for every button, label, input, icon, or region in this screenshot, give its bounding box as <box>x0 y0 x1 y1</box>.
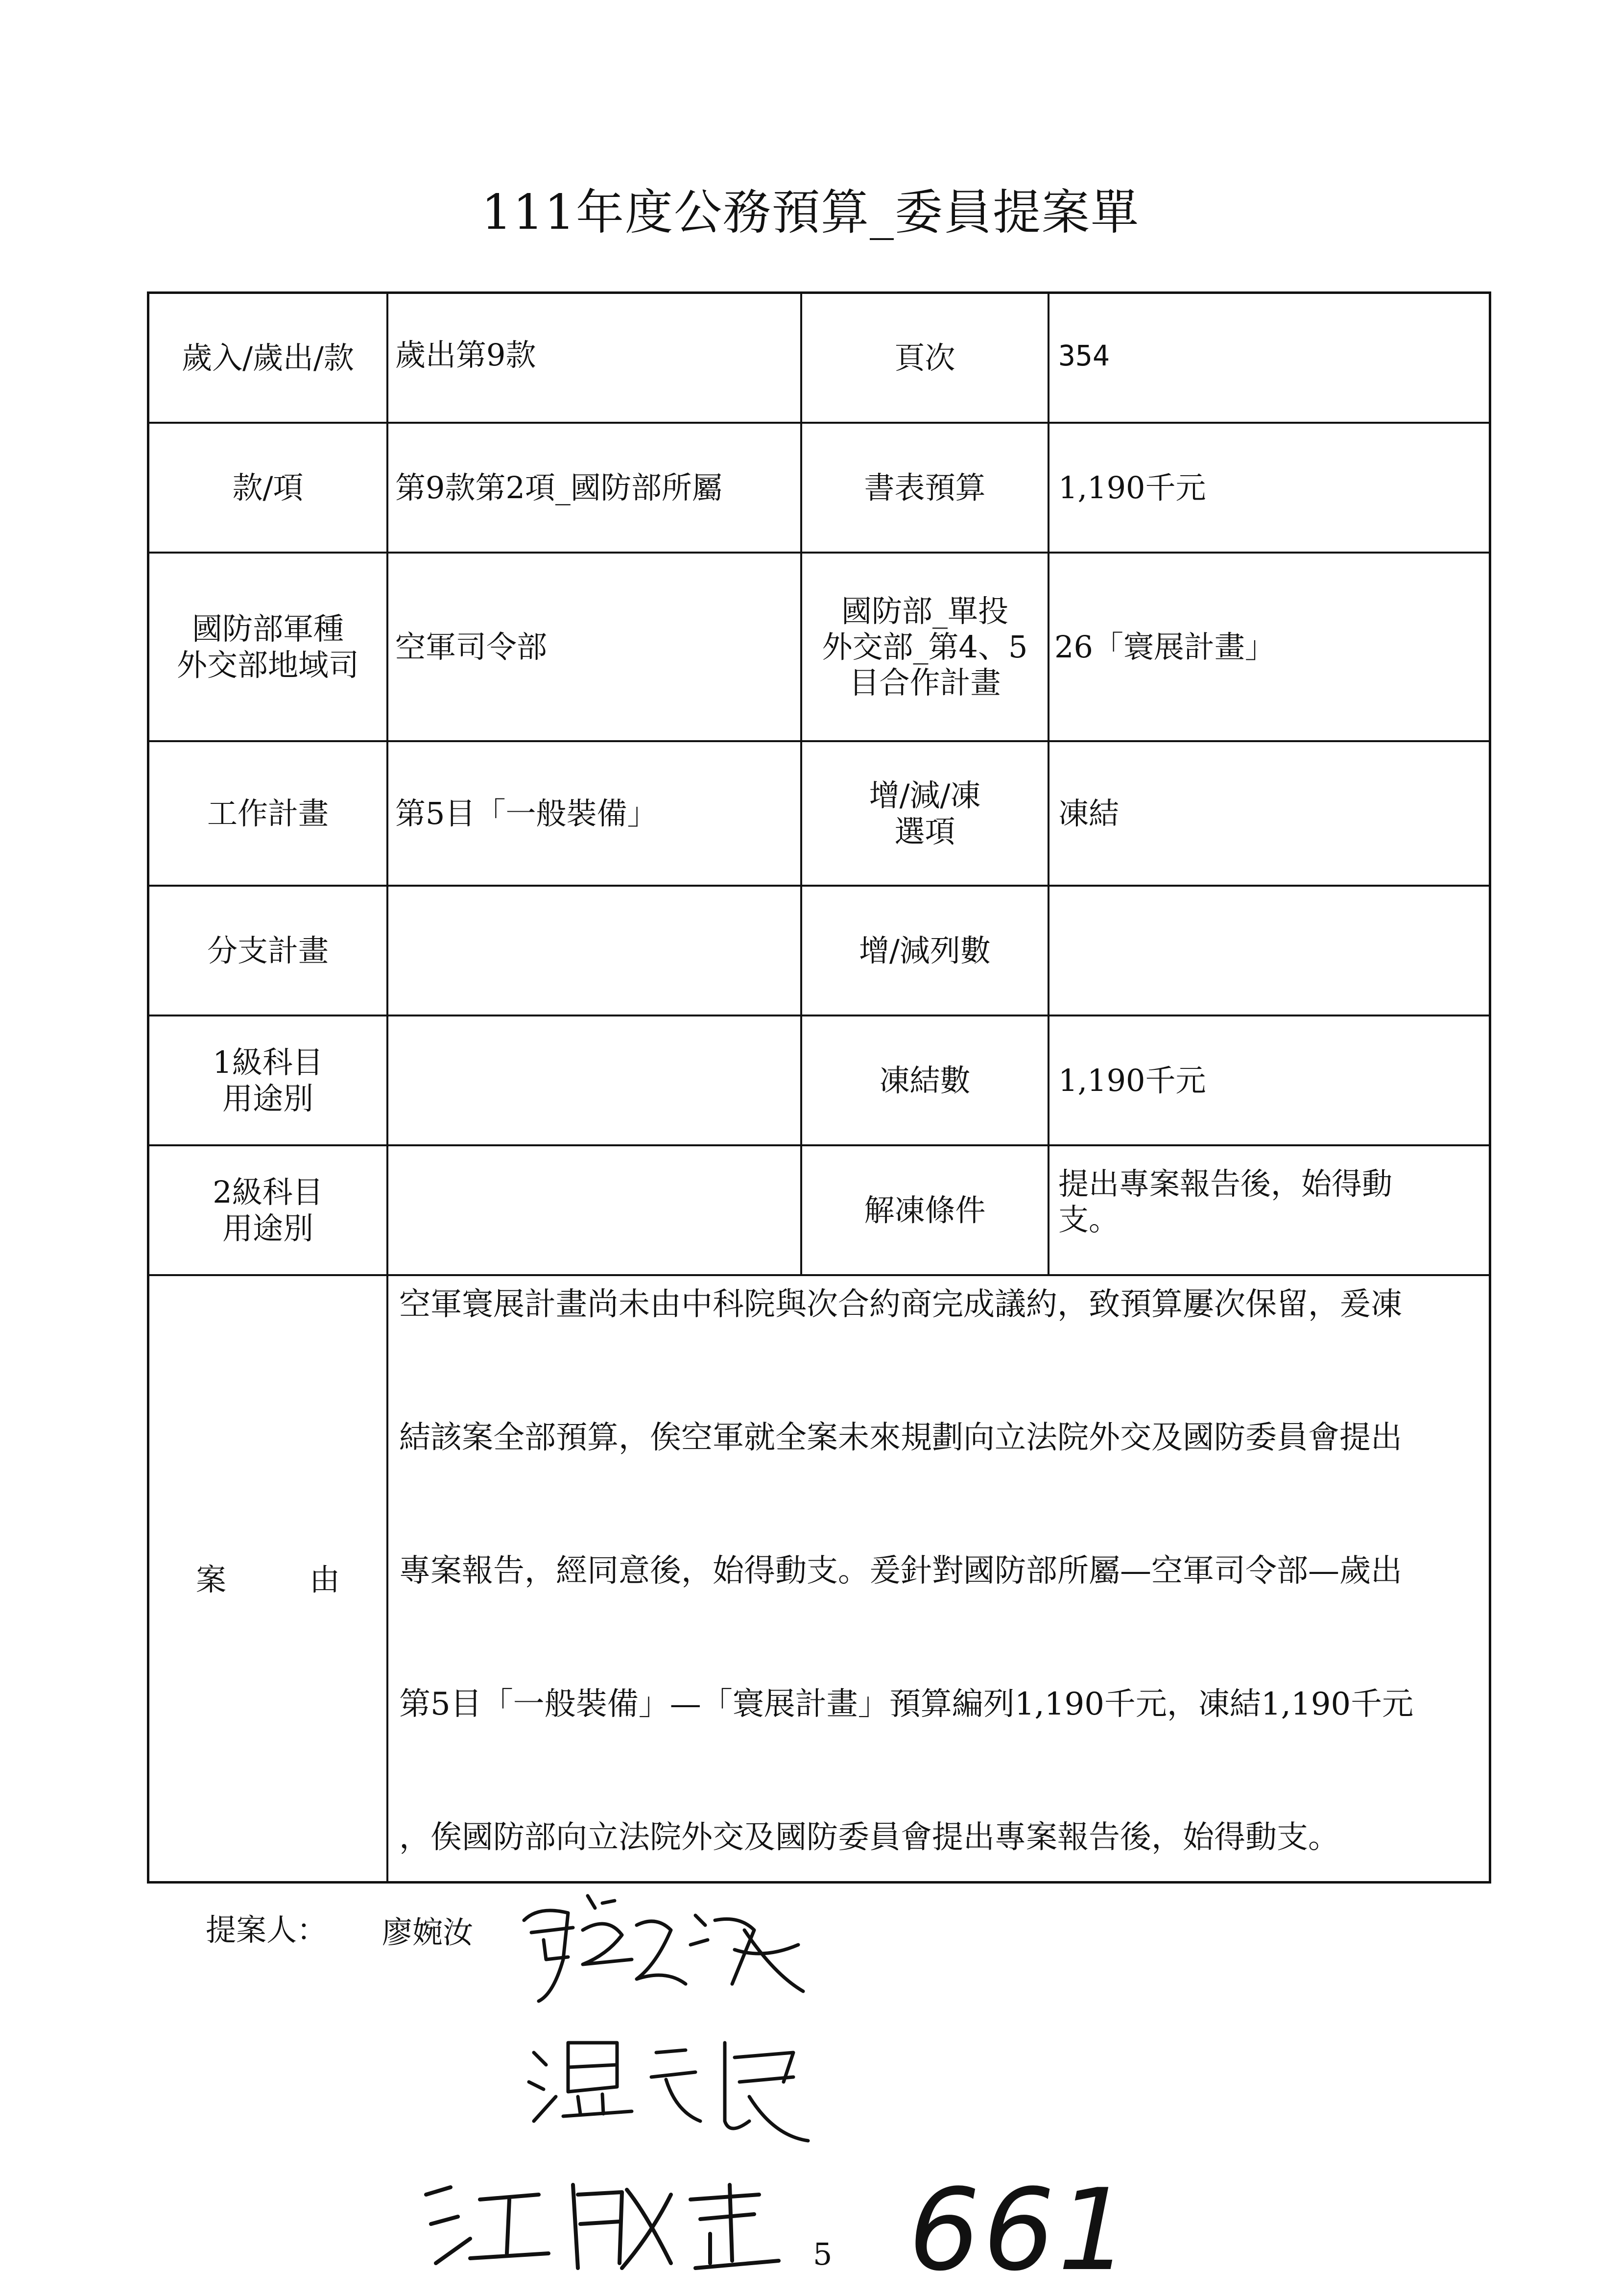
label-reason-part1: 案 <box>195 1562 226 1598</box>
reason-line: 空軍寰展計畫尚未由中科院與次合約商完成議約，致預算屢次保留，爰凍 <box>399 1286 1402 1323</box>
reason-line: 結該案全部預算，俟空軍就全案未來規劃向立法院外交及國防委員會提出 <box>399 1420 1402 1456</box>
label-level2-subject <box>149 1146 388 1274</box>
table-row-revenue-expenditure <box>149 294 1489 424</box>
value-increase-decrease <box>1049 887 1489 1015</box>
proposal-form-table <box>147 291 1491 1884</box>
label-plan-line2: 外交部_第4、5 <box>822 628 1028 665</box>
table-row-reason <box>149 1276 1489 1884</box>
label-work-plan: 工作計畫 <box>149 742 388 885</box>
label-level2-subject-line2: 用途別 <box>222 1210 313 1246</box>
label-revenue-expenditure: 歲入/歲出/款 <box>149 294 388 422</box>
label-branch-plan: 分支計畫 <box>149 887 388 1015</box>
value-level2-subject <box>388 1146 802 1274</box>
value-unfreeze-condition <box>1049 1146 1489 1274</box>
value-document-budget: 1,190千元 <box>1058 469 1206 506</box>
reason-line: ，俟國防部向立法院外交及國防委員會提出專案報告後，始得動支。 <box>399 1819 1339 1856</box>
label-frozen-amount: 凍結數 <box>802 1016 1049 1144</box>
reason-line: 第5目「一般裝備」—「寰展計畫」預算編列1,190千元，凍結1,190千元 <box>399 1686 1414 1722</box>
label-option <box>802 742 1049 885</box>
label-unit-line1: 國防部軍種 <box>191 611 344 647</box>
label-option-line1: 增/減/凍 <box>869 777 981 814</box>
label-level1-subject-line1: 1級科目 <box>213 1044 323 1081</box>
reason-text <box>388 1276 1489 1884</box>
page-number: 5 <box>813 2236 833 2272</box>
label-item: 款/項 <box>149 424 388 552</box>
label-unfreeze-condition: 解凍條件 <box>802 1146 1049 1274</box>
label-page: 頁次 <box>802 294 1049 422</box>
label-option-line2: 選項 <box>894 813 955 849</box>
value-revenue-expenditure: 歲出第9款 <box>388 294 802 422</box>
label-level1-subject <box>149 1016 388 1144</box>
label-increase-decrease: 增/減列數 <box>802 887 1049 1015</box>
signature-3 <box>416 2165 788 2278</box>
label-document-budget: 書表預算 <box>802 424 1049 552</box>
form-title: 111年度公務預算_委員提案單 <box>481 185 1140 241</box>
label-reason <box>149 1276 388 1884</box>
table-row-unit <box>149 554 1489 742</box>
label-plan <box>802 554 1049 740</box>
table-row-level1-subject <box>149 1016 1489 1146</box>
value-plan: 26「寰展計畫」 <box>1054 628 1275 665</box>
table-row-branch-plan <box>149 887 1489 1016</box>
value-level1-subject <box>388 1016 802 1144</box>
label-unit <box>149 554 388 740</box>
value-branch-plan <box>388 887 802 1015</box>
value-option: 凍結 <box>1058 795 1120 831</box>
reason-line: 專案報告，經同意後，始得動支。爰針對國防部所屬—空軍司令部—歲出 <box>399 1553 1402 1589</box>
value-page: 354 <box>1058 339 1110 372</box>
signature-2 <box>519 2023 813 2146</box>
proposer-name: 廖婉汝 <box>382 1914 474 1950</box>
table-row-item <box>149 424 1489 554</box>
label-plan-line1: 國防部_單投 <box>841 593 1008 629</box>
proposer-label: 提案人： <box>206 1912 328 1948</box>
label-level1-subject-line2: 用途別 <box>222 1080 313 1116</box>
label-level2-subject-line1: 2級科目 <box>213 1174 323 1210</box>
label-reason-part2: 由 <box>310 1562 340 1598</box>
label-plan-line3: 目合作計畫 <box>849 665 1001 701</box>
value-unfreeze-condition-line2: 支。 <box>1058 1202 1120 1238</box>
value-unfreeze-condition-line1: 提出專案報告後，始得動 <box>1058 1166 1393 1202</box>
label-unit-line2: 外交部地域司 <box>176 647 359 683</box>
table-row-level2-subject <box>149 1146 1489 1276</box>
table-row-work-plan <box>149 742 1489 887</box>
value-work-plan: 第5目「一般裝備」 <box>388 742 802 885</box>
value-item: 第9款第2項_國防部所屬 <box>388 424 802 552</box>
value-frozen-amount: 1,190千元 <box>1058 1062 1206 1098</box>
handwritten-number: 661 <box>908 2165 1132 2296</box>
signature-1 <box>509 1886 813 2013</box>
value-unit: 空軍司令部 <box>388 554 802 740</box>
